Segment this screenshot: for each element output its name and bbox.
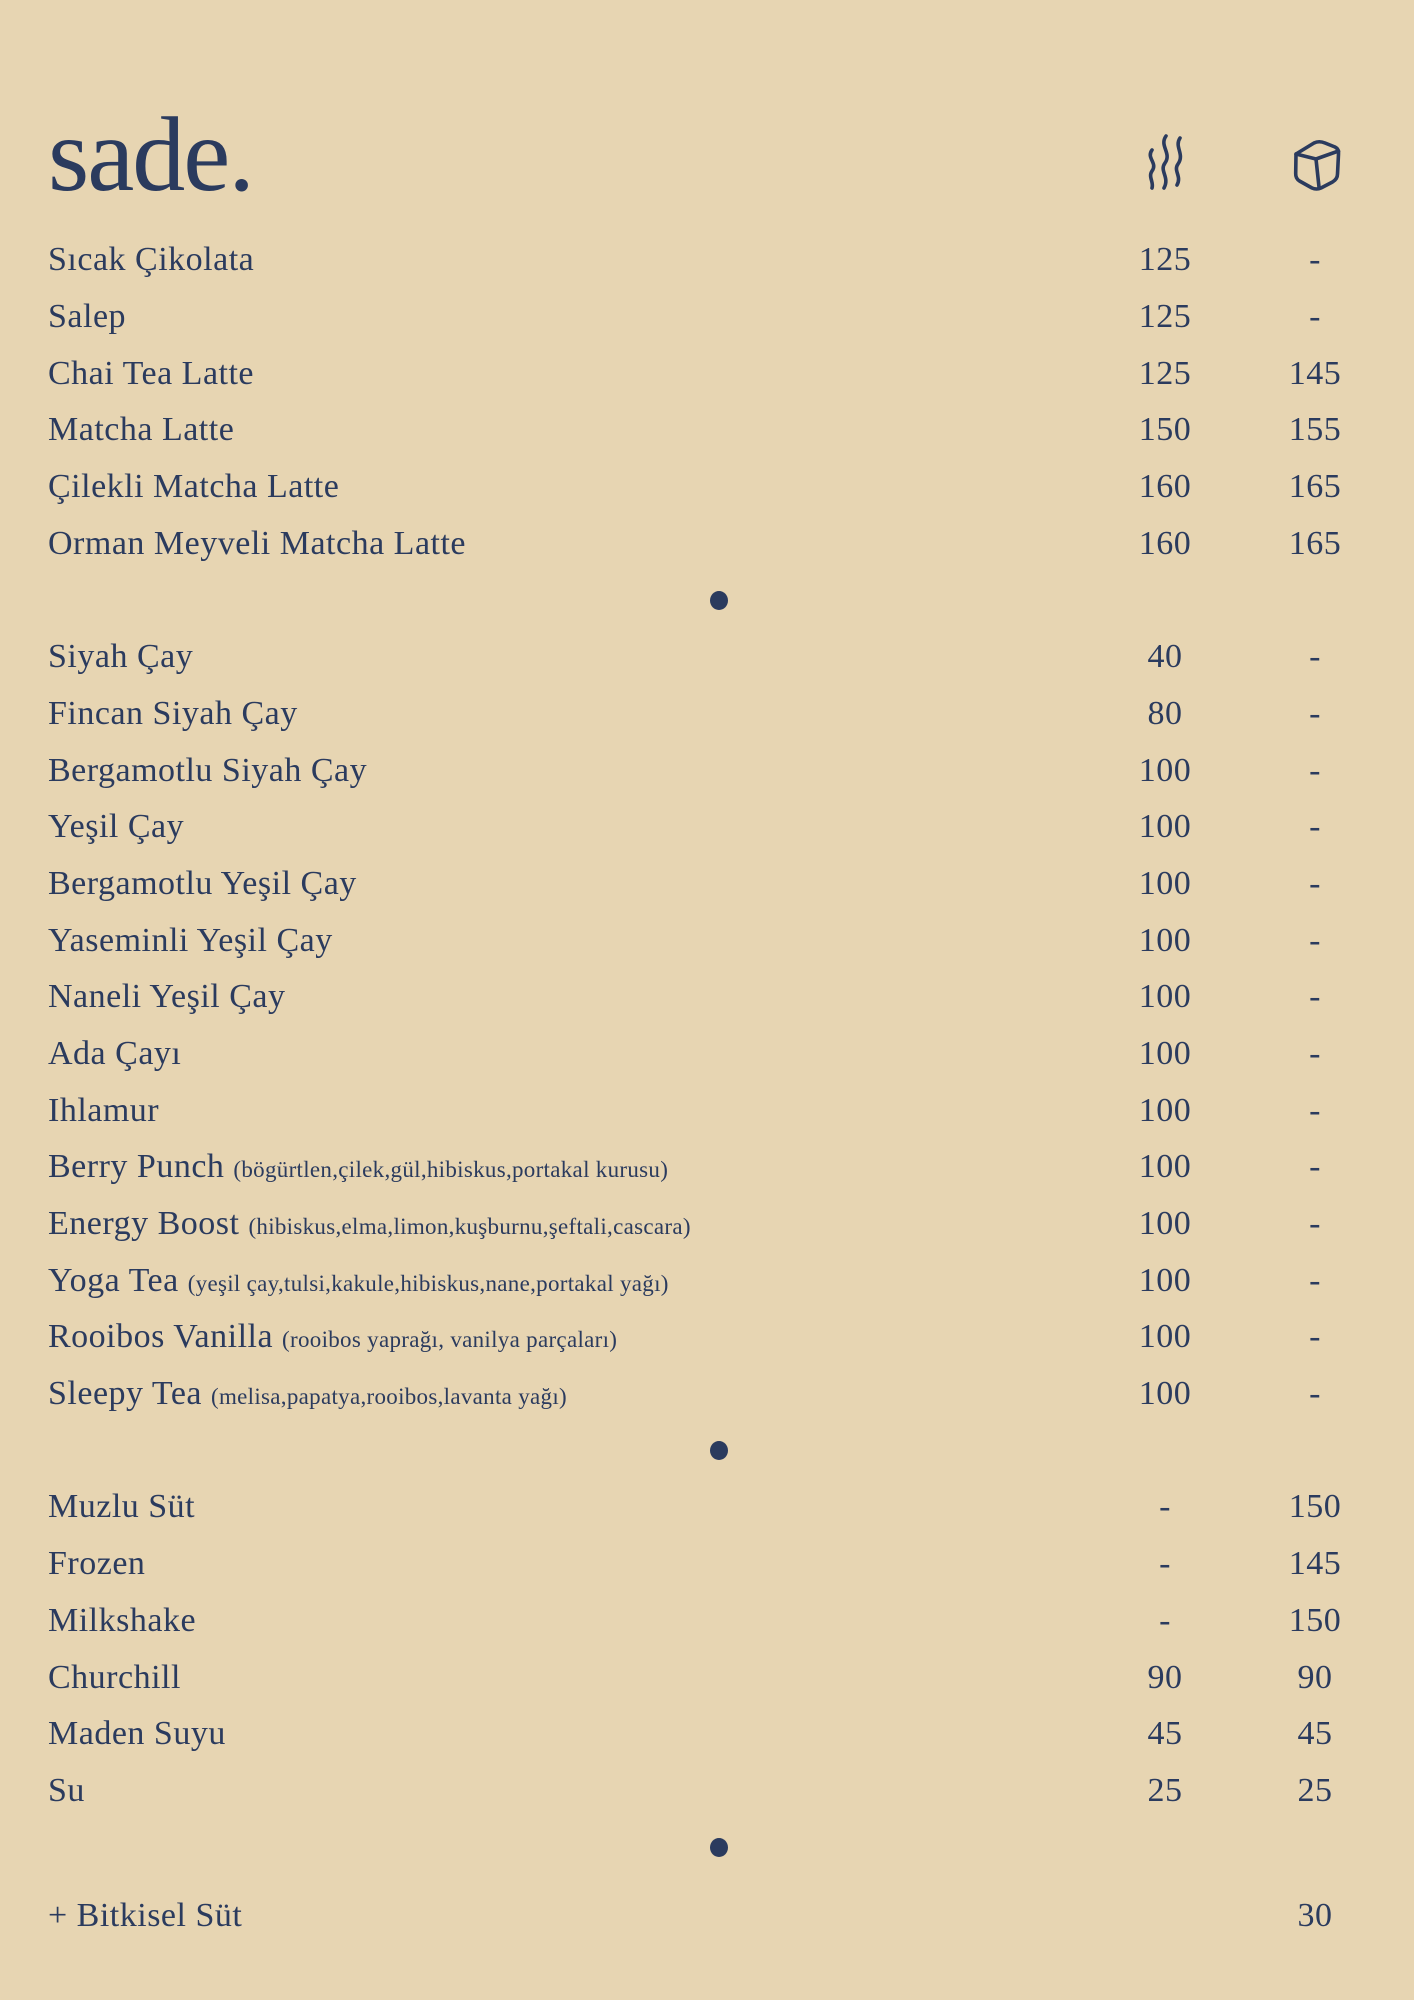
- item-name: + Bitkisel Süt: [48, 1897, 243, 1935]
- item-name: Salep: [48, 298, 127, 336]
- item-price-cold: -: [1309, 1261, 1321, 1299]
- menu-item-row: [48, 1082, 1390, 1139]
- menu-item-row: [48, 1593, 1390, 1650]
- menu-item-row: [48, 402, 1390, 459]
- menu-item-row: [48, 289, 1390, 346]
- menu-item-row: [48, 1649, 1390, 1706]
- menu-item-row: [48, 1309, 1390, 1366]
- item-name: Milkshake: [48, 1601, 197, 1639]
- item-name: Su: [48, 1771, 85, 1809]
- item-price-cold: 145: [1288, 354, 1342, 392]
- item-price-cold: -: [1309, 1034, 1321, 1072]
- menu-item-row: [48, 856, 1390, 913]
- item-price-cold: -: [1309, 864, 1321, 902]
- section-divider: [48, 1422, 1390, 1479]
- menu-item-row: [48, 1763, 1390, 1820]
- item-name: Yoga Tea (yeşil çay,tulsi,kakule,hibiskus,nane,portakal yağı): [48, 1261, 669, 1299]
- menu-item-row: [48, 1706, 1390, 1763]
- brand-logo: sade.: [48, 96, 253, 214]
- item-name: Muzlu Süt: [48, 1488, 196, 1526]
- item-price-cold: 145: [1288, 1545, 1342, 1583]
- item-price-cold: 150: [1288, 1601, 1342, 1639]
- menu-item-row: [48, 459, 1390, 516]
- item-name: Matcha Latte: [48, 411, 235, 449]
- section-divider: [48, 1819, 1390, 1876]
- section-divider: [48, 572, 1390, 629]
- item-name: Frozen: [48, 1545, 146, 1583]
- item-price-cold: -: [1309, 978, 1321, 1016]
- item-price-hot: 160: [1138, 468, 1192, 506]
- item-price-cold: -: [1309, 241, 1321, 279]
- divider-dot-icon: [710, 1441, 728, 1460]
- item-price-hot: -: [1159, 1488, 1171, 1526]
- item-name: Orman Meyveli Matcha Latte: [48, 524, 467, 562]
- divider-dot-icon: [710, 1838, 728, 1857]
- cold-column-header: [1240, 134, 1390, 192]
- ice-cube-icon: [1285, 134, 1345, 192]
- item-name: Siyah Çay: [48, 638, 194, 676]
- item-price-cold: -: [1309, 921, 1321, 959]
- item-price-hot: 45: [1147, 1715, 1183, 1753]
- menu-item-row: [48, 1479, 1390, 1536]
- item-name: Energy Boost (hibiskus,elma,limon,kuşburnu,şeftali,cascara): [48, 1205, 691, 1243]
- menu-item-row: [48, 1252, 1390, 1309]
- item-price-hot: 125: [1138, 298, 1192, 336]
- item-price-cold: 165: [1288, 468, 1342, 506]
- menu-item-row: [48, 629, 1390, 686]
- item-name: Ihlamur: [48, 1091, 160, 1129]
- menu-item-row: [48, 686, 1390, 743]
- item-price-hot: 100: [1138, 1034, 1192, 1072]
- item-name: Bergamotlu Yeşil Çay: [48, 864, 357, 902]
- item-price-cold: -: [1309, 1205, 1321, 1243]
- item-name: Naneli Yeşil Çay: [48, 978, 286, 1016]
- item-price-hot: 125: [1138, 241, 1192, 279]
- item-name: Chai Tea Latte: [48, 354, 255, 392]
- item-price-hot: 40: [1147, 638, 1183, 676]
- item-price-cold: 25: [1297, 1771, 1333, 1809]
- item-price-hot: 160: [1138, 524, 1192, 562]
- item-price-cold: -: [1309, 1318, 1321, 1356]
- item-name: Churchill: [48, 1658, 181, 1696]
- item-price-hot: 125: [1138, 354, 1192, 392]
- item-name: Maden Suyu: [48, 1715, 226, 1753]
- item-name: Rooibos Vanilla (rooibos yaprağı, vanilya parçaları): [48, 1318, 618, 1356]
- item-name: Çilekli Matcha Latte: [48, 468, 340, 506]
- header: [48, 42, 1390, 214]
- item-price-hot: 100: [1138, 1375, 1192, 1413]
- plant-milk-addon-row: [48, 1888, 1390, 1945]
- item-price-hot: 100: [1138, 751, 1192, 789]
- item-price-cold: 165: [1288, 524, 1342, 562]
- item-name: Fincan Siyah Çay: [48, 694, 298, 732]
- menu-item-row: [48, 1366, 1390, 1423]
- item-price-hot: 100: [1138, 921, 1192, 959]
- item-price-hot: 100: [1138, 1261, 1192, 1299]
- item-price-hot: 100: [1138, 1148, 1192, 1186]
- menu-item-row: [48, 1139, 1390, 1196]
- item-price-hot: 100: [1138, 808, 1192, 846]
- menu-item-row: [48, 969, 1390, 1026]
- menu-item-row: [48, 1536, 1390, 1593]
- steam-icon: [1143, 130, 1187, 192]
- item-price-cold: 30: [1297, 1897, 1333, 1935]
- item-price-hot: -: [1159, 1601, 1171, 1639]
- item-name: Bergamotlu Siyah Çay: [48, 751, 368, 789]
- item-price-cold: -: [1309, 694, 1321, 732]
- item-price-hot: 25: [1147, 1771, 1183, 1809]
- item-price-hot: 100: [1138, 1205, 1192, 1243]
- item-name: Yaseminli Yeşil Çay: [48, 921, 333, 959]
- item-price-cold: 155: [1288, 411, 1342, 449]
- item-price-hot: 150: [1138, 411, 1192, 449]
- item-price-hot: 90: [1147, 1658, 1183, 1696]
- menu-item-row: [48, 1026, 1390, 1083]
- item-price-cold: 90: [1297, 1658, 1333, 1696]
- item-name: Yeşil Çay: [48, 808, 185, 846]
- divider-dot-icon: [710, 591, 728, 610]
- menu-item-row: [48, 799, 1390, 856]
- item-price-hot: -: [1159, 1545, 1171, 1583]
- menu-item-row: [48, 345, 1390, 402]
- item-name: Sıcak Çikolata: [48, 241, 255, 279]
- item-price-hot: 100: [1138, 864, 1192, 902]
- item-price-hot: 100: [1138, 1091, 1192, 1129]
- hot-column-header: [1090, 130, 1240, 192]
- menu-item-row: [48, 232, 1390, 289]
- item-price-cold: -: [1309, 638, 1321, 676]
- item-price-cold: -: [1309, 1148, 1321, 1186]
- item-price-cold: 45: [1297, 1715, 1333, 1753]
- menu-item-row: [48, 1196, 1390, 1253]
- item-price-cold: -: [1309, 1375, 1321, 1413]
- item-price-hot: 100: [1138, 1318, 1192, 1356]
- item-price-hot: 80: [1147, 694, 1183, 732]
- item-name: Berry Punch (bögürtlen,çilek,gül,hibiskus,portakal kurusu): [48, 1148, 669, 1186]
- menu-item-row: [48, 515, 1390, 572]
- menu-list: [48, 232, 1390, 1945]
- menu-item-row: [48, 912, 1390, 969]
- menu-item-row: [48, 742, 1390, 799]
- item-price-cold: 150: [1288, 1488, 1342, 1526]
- item-price-cold: -: [1309, 808, 1321, 846]
- item-price-cold: -: [1309, 1091, 1321, 1129]
- item-name: Sleepy Tea (melisa,papatya,rooibos,lavanta yağı): [48, 1375, 567, 1413]
- item-price-hot: 100: [1138, 978, 1192, 1016]
- item-name: Ada Çayı: [48, 1034, 182, 1072]
- item-price-cold: -: [1309, 751, 1321, 789]
- item-price-cold: -: [1309, 298, 1321, 336]
